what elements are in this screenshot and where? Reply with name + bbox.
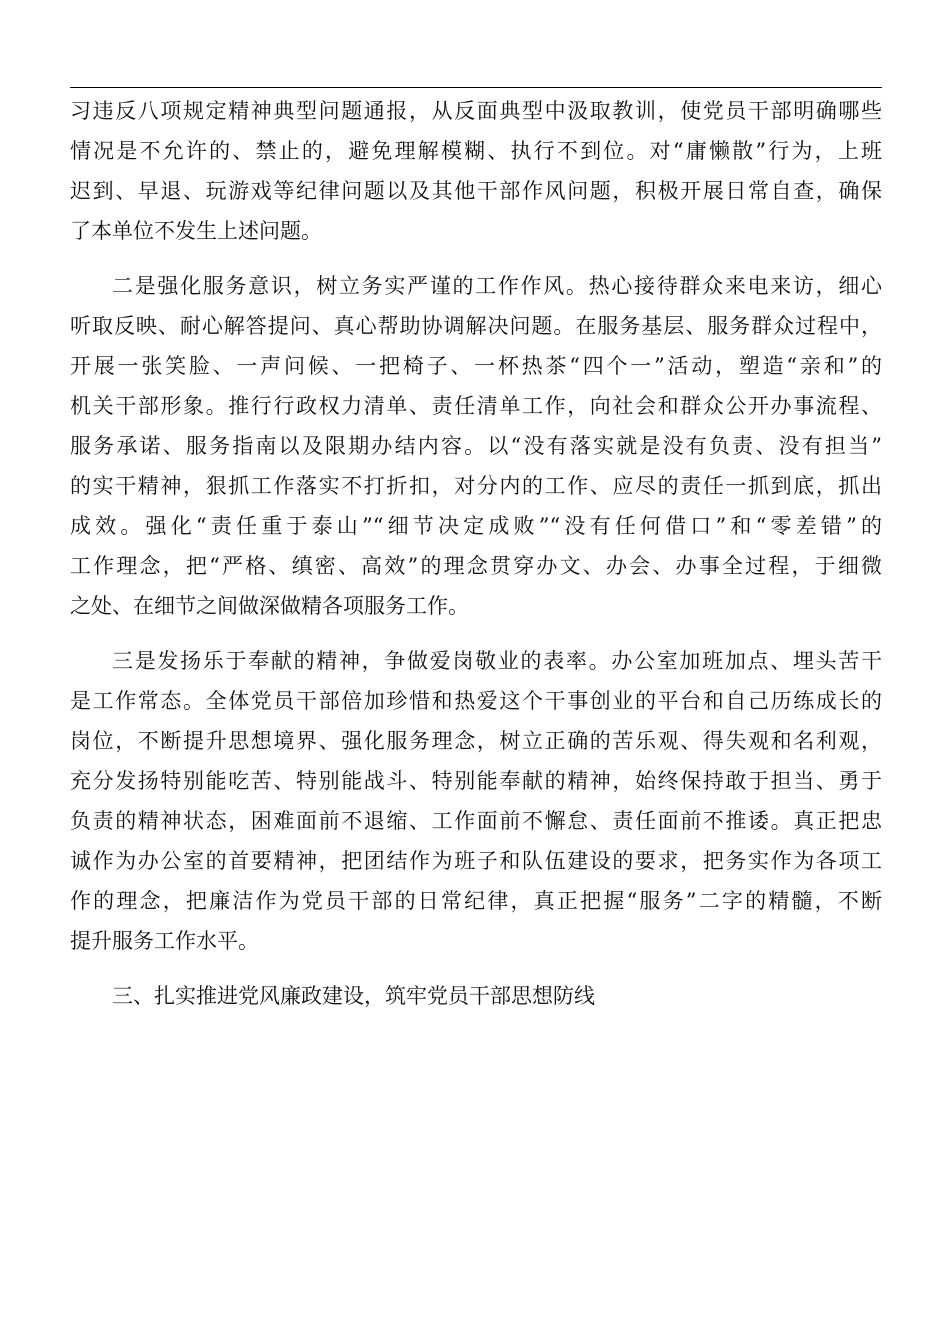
header-rule: [70, 87, 882, 88]
text-line: 工作理念，把“严格、缜密、高效”的理念贯穿办文、办会、办事全过程，于细微: [70, 554, 882, 578]
text-line: 的实干精神，狠抓工作落实不打折扣，对分内的工作、应尽的责任一抓到底，抓出: [70, 474, 882, 498]
text-line: 是工作常态。全体党员干部倍加珍惜和热爱这个干事创业的平台和自己历练成长的: [70, 689, 882, 713]
text-line: 负责的精神状态，困难面前不退缩、工作面前不懈怠、责任面前不推诿。真正把忠: [70, 809, 882, 833]
text-line: 成效。强化“责任重于泰山”“细节决定成败”“没有任何借口”和“零差错”的: [70, 514, 882, 538]
text-line: 了本单位不发生上述问题。: [70, 219, 322, 243]
text-line: 机关干部形象。推行行政权力清单、责任清单工作，向社会和群众公开办事流程、: [70, 394, 882, 418]
text-line: 诚作为办公室的首要精神，把团结作为班子和队伍建设的要求，把务实作为各项工: [70, 849, 882, 873]
text-line: 岗位，不断提升思想境界、强化服务理念，树立正确的苦乐观、得失观和名利观，: [70, 729, 882, 753]
text-line: 之处、在细节之间做深做精各项服务工作。: [70, 594, 469, 618]
section-heading: [70, 976, 882, 1016]
paragraph-2: [70, 266, 882, 626]
text-line: 三是发扬乐于奉献的精神，争做爱岗敬业的表率。办公室加班加点、埋头苦干: [112, 649, 882, 673]
text-line: 二是强化服务意识，树立务实严谨的工作作风。热心接待群众来电来访，细心: [112, 274, 882, 298]
section-heading-text: 三、扎实推进党风廉政建设，筑牢党员干部思想防线: [112, 984, 595, 1008]
text-line: 提升服务工作水平。: [70, 929, 259, 953]
text-line: 听取反映、耐心解答提问、真心帮助协调解决问题。在服务基层、服务群众过程中，: [70, 314, 882, 338]
document-body: [70, 91, 882, 1016]
text-line: 习违反八项规定精神典型问题通报，从反面典型中汲取教训，使党员干部明确哪些: [70, 99, 882, 123]
text-line: 情况是不允许的、禁止的，避免理解模糊、执行不到位。对“庸懒散”行为，上班: [70, 139, 882, 163]
text-line: 作的理念，把廉洁作为党员干部的日常纪律，真正把握“服务”二字的精髓，不断: [70, 889, 882, 913]
text-line: 迟到、早退、玩游戏等纪律问题以及其他干部作风问题，积极开展日常自查，确保: [70, 179, 882, 203]
paragraph-1: [70, 91, 882, 251]
text-line: 开展一张笑脸、一声问候、一把椅子、一杯热茶“四个一”活动，塑造“亲和”的: [70, 354, 882, 378]
text-line: 充分发扬特别能吃苦、特别能战斗、特别能奉献的精神，始终保持敢于担当、勇于: [70, 769, 882, 793]
paragraph-3: [70, 641, 882, 961]
text-line: 服务承诺、服务指南以及限期办结内容。以“没有落实就是没有负责、没有担当”: [70, 434, 882, 458]
